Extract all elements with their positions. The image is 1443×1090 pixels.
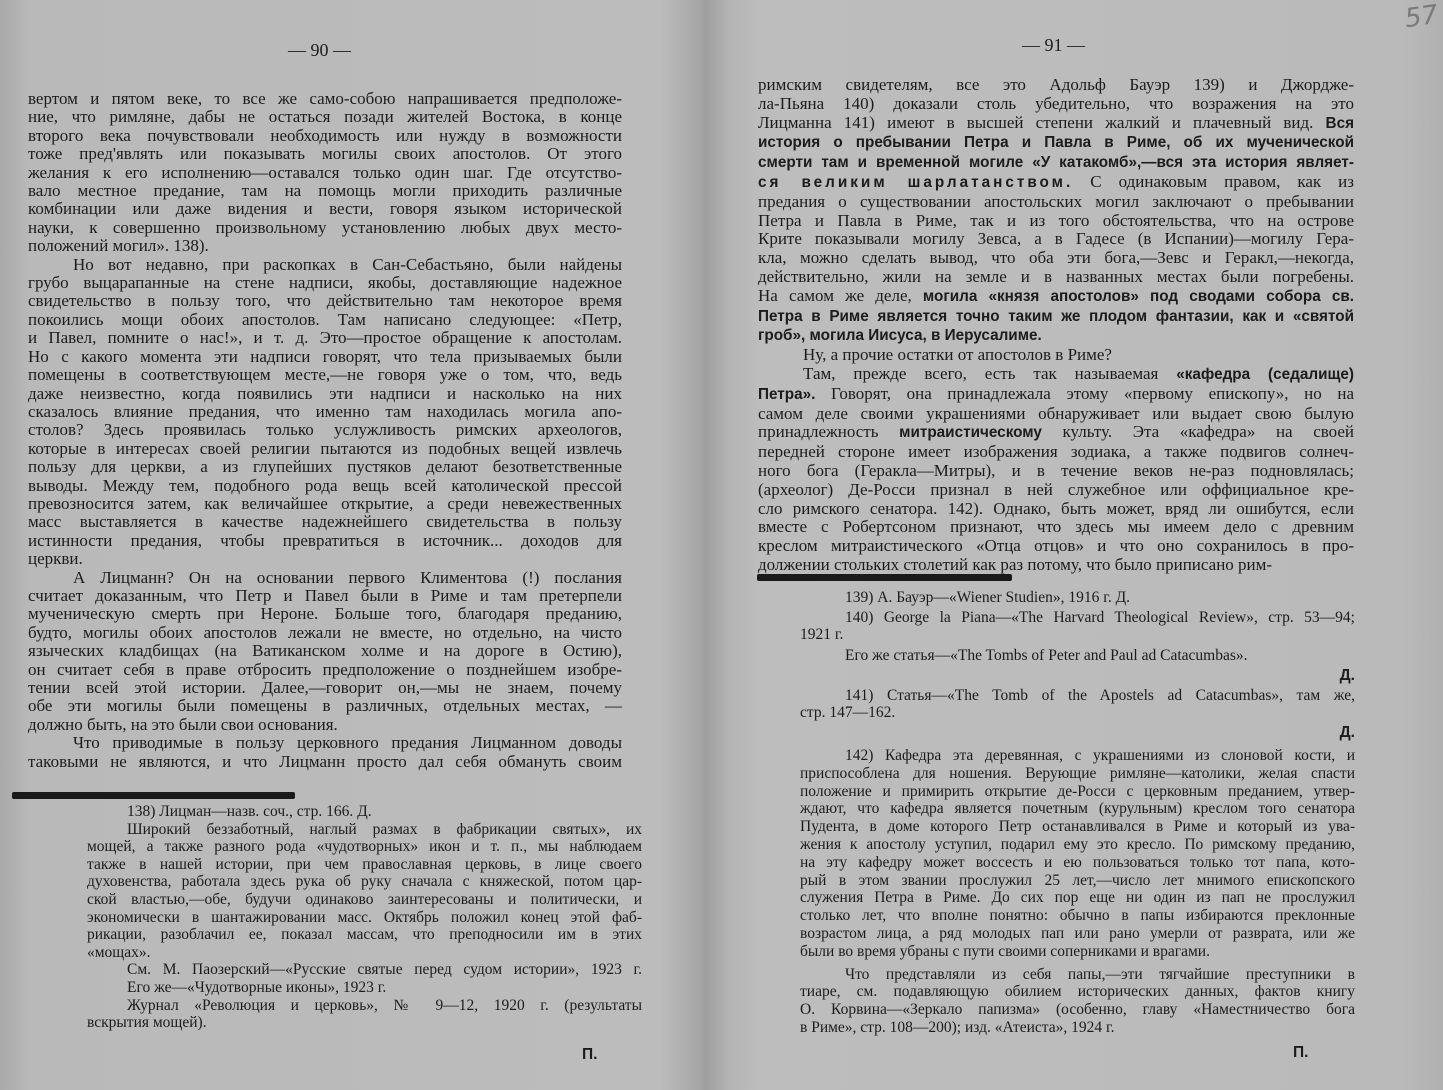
text-segment: принадлежность [758,422,900,442]
text-line: служения Петра в Риме. До сих пор еще ни один из пап не прослужил [800,889,1355,907]
text-line: действительно, жили на земле и в названных местах были погребены. [758,266,1354,286]
text-line: «мощах». [87,943,151,961]
text-line: таковыми не являются, и что Лицманн просто дал себя обмануть своим [28,751,622,771]
text-line: масс выставляется в качестве надежнейшего свидетельства в пользу [28,512,622,532]
text-segment: На самом же деле, [758,285,923,305]
bold-text-segment: «кафедра (седалище) [1176,365,1354,383]
text-line: столько лет, что вполне понятно: обычно в папы избираются преклонные [800,907,1355,925]
text-line: тиаре, см. подавляющую обилием исторических данных, фактов книгу [800,983,1355,1001]
text-line: вместе с Робертсоном признают, что здесь мы имеем дело с древним [758,517,1354,537]
paragraph [800,687,1355,721]
text-line [758,114,1354,134]
text-segment: культу. Эта «кафедра» на своей [1041,422,1354,442]
text-line: которые в интересах своей религии пытаются из подобных вещей извлечь [28,438,622,458]
text-line: Но с какого момента эти надписи говорят, что тела призываемых были [28,346,622,366]
text-line: комбинации или даже видения и вести, говоря языком исторической [28,199,622,219]
paragraph [87,979,642,997]
text-line: приспособлена для ношения. Верующие римляне—католики, желая спасти [800,764,1355,782]
text-line: второго века почувствовали необходимость или нужду в возможности [28,125,622,145]
text-line: предания о существовании апостольских могил заключают о пребывании [758,191,1354,211]
paragraph [87,961,642,979]
bold-text-segment: Петра в Риме является точно таким же плодом фантазии, как и «святой [758,307,1354,325]
text-line: ного бога (Геракла—Митры), и в течение веков не-раз подновлялась; [758,460,1354,480]
text-line: духовенства, работала здесь рука об руку сначала с княжеской, потом цар- [87,873,642,891]
text-line: самом деле своими украшениями обнаруживает или выдает свою былую [758,403,1354,423]
bold-text-segment: Вся [1325,114,1354,132]
text-line: (археолог) Де-Росси признал в ней служебное или оффициальное кре- [758,479,1354,499]
text-line: 139) А. Бауэр—«Wiener Studien», 1916 г. Д. [845,589,1131,606]
text-line: свидетельство в пользу того, что действительно там некоторое время [28,291,622,311]
text-line: возрастом лица, а ряд молодых пап или рано умерли от разврата, или же [800,924,1355,942]
text-line: См. М. Паозерский—«Русские святые перед судом истории», 1923 г. [127,961,642,979]
text-line: экономически в шантажировании масс. Октябрь положил конец этой фаб- [87,908,642,926]
text-line: должно быть, на это были свои основания. [28,714,338,734]
text-line [758,365,1354,385]
text-line: в Риме», стр. 108—200); изд. «Атеиста», 1924 г. [800,1018,1115,1036]
text-line: церкви. [28,549,83,569]
text-line: пользу для церкви, а из глупейших пустяков делают безответственные [28,457,622,477]
right-footnote-signature: П. [1293,1044,1309,1061]
text-line: жения к апостолу уступил, подарил ему это кресло. По римскому преданию, [800,835,1355,853]
text-line: 140) George la Piana—«The Harvard Theological Review», стр. 53—94; [845,609,1355,627]
text-line: Д. [1339,666,1355,684]
right-page-body [758,76,1354,575]
paragraph [800,747,1355,961]
text-line: считает доказанным, что Петр и Павел были в Риме и там претерпели [28,585,622,605]
text-line: стр. 147—162. [800,704,896,722]
text-line: вало местное предание, там на помощь могли приходить различные [28,181,622,201]
text-line: римским свидетелям, все это Адольф Бауэр 139) и Джордже- [758,75,1354,94]
paragraph [800,609,1355,643]
text-line: 138) Лицман—назв. соч., стр. 166. Д. [127,803,372,820]
text-line: передней стороне имеет изображения зодиака, а также подвигов солнеч- [758,442,1354,462]
text-line: Что представляли из себя папы,—эти тягчайшие преступники в [845,965,1355,983]
handwritten-margin-note: 57 [1403,0,1441,35]
text-line: вертом и пятом веке, то все же само-собою напрашивается предположе- [28,89,622,108]
right-page-footnotes-139-141 [800,589,1355,742]
text-line [758,385,1354,405]
text-line: он считает себя в праве отбросить предположение о позднейшем изобре- [28,659,622,679]
text-line: мощей, а также разного рода «чудотворных» икон и т. п., мы наблюдаем [87,838,642,856]
text-line: даже неизвестно, когда появились эти надписи и насколько на них [28,383,622,403]
text-segment: Лицманна 141) имеют в высшей степени жалкий и плачевный вид. [758,112,1326,132]
text-line: Ну, а прочие остатки от апостолов в Риме? [803,345,1112,365]
paragraph [28,90,622,256]
text-line: положений могил». 138). [28,236,209,256]
text-line: грубо выцарапанные на стене надписи, якобы, доставляющие надежное [28,273,622,293]
text-line: должении стольких столетий как раз потому, что было приписано рим- [758,554,1273,574]
text-line: ждают, что кафедра является почетным (курульным) креслом того сенатора [800,800,1355,818]
text-line: Пудента, в доме которого Петр останавливался в Риме и который из ува- [800,818,1355,836]
text-line [758,326,1042,346]
paragraph [28,256,622,569]
bold-text-segment: смерти там и временной могиле «У катакомб»,—вся эта история являет- [758,154,1354,172]
paragraph [28,734,622,771]
text-line: сло римского сенатора. 142). Однако, быть может, вряд ли ошибутся, если [758,498,1354,518]
text-line: помещены в соответствующем месте,—не говоря уже о том, что, ведь [28,365,622,385]
text-line: 142) Кафедра эта деревянная, с украшениями из слоновой кости, и [845,747,1355,764]
text-line [758,133,1354,153]
left-footnote-signature: П. [582,1046,598,1063]
text-line: языческих кладбищах (на Ватиканском холме и на дороге в Остию), [28,641,622,661]
text-line: сказалось влияние предания, что именно там находилась могила апо- [28,401,622,421]
paragraph [800,724,1355,741]
paragraph [758,346,1354,365]
text-line: креслом митраистического «Отца отцов» и что оно сохранилось в про- [758,536,1354,556]
text-line: А Лицманн? Он на основании первого Климентова (!) послания [73,567,622,587]
bold-text-segment: история о пребывании Петра и Павла в Риме, об их мученической [758,134,1354,152]
left-page-body [28,90,622,771]
text-line: ние, что римляне, дабы не остаться позади жителей Востока, в конце [28,107,622,127]
bold-text-segment: гроб», могила Иисуса, в Иерусалиме. [758,327,1042,345]
text-line: Что приводимые в пользу церковного предания Лицманном доводы [73,733,622,753]
text-line: рикации, разоблачил ее, показал массам, что преподносили им в этих [87,926,642,944]
left-footnote-divider [12,792,295,799]
paragraph [800,667,1355,684]
text-line [758,423,1354,443]
text-line: истинности предания, чтобы превратиться в источник... доходов для [28,530,622,550]
text-line: рый в этом звании прослужил 25 лет,—число лет мнимого епископского [800,871,1355,889]
text-line: покоились мощи обоих апостолов. Там написано следующее: «Петр, [28,309,622,329]
text-line: положение и примирить открытие де-Росси с церковным преданием, утвер- [800,782,1355,800]
text-line: превозносится затем, как величайшее открытие, а среди невежественных [28,493,622,513]
text-line: кла, можно сделать вывод, что оба эти бога,—Зевс и Геракл,—некогда, [758,248,1354,268]
text-line: Д. [1339,724,1355,742]
text-line: и Павел, помните о нас!», и т. д. Это—простое обращение к апостолам. [28,328,622,348]
paragraph [87,821,642,962]
bold-text-segment: митраистическому [899,424,1042,442]
bold-text-segment: Петра». [758,385,816,403]
text-line: Его же статья—«The Tombs of Peter and Paul ad Catacumbas». [845,646,1248,664]
text-line: Крите показывали могилу Зевса, а в Гадесе (в Испании)—могилу Гера- [758,229,1354,249]
paragraph [800,589,1355,606]
text-line: тении всей этой истории. Далее,—говорит он,—мы не знаем, почему [28,678,622,697]
text-line: желания к его исполнению—оставался только один шаг. Где отсутство- [28,162,622,182]
text-segment: С одинаковым правом, как из [1073,171,1354,191]
text-line: будто, могилы обоих апостолов лежали не вместе, но отдельно, на чисто [28,622,622,642]
text-line: ской властью,—обе, будучи одинаково заинтересованы и политически, и [87,890,642,908]
text-line: науки, к совершенно произвольному установлению любых двух место- [28,217,622,237]
text-line: на эту кафедру может воссесть и ею пользоваться только тот папа, кото- [800,853,1355,871]
paragraph [800,647,1355,664]
text-line [758,173,1354,193]
text-line: также в нашей истории, при чем православная церковь, в лице своего [87,855,642,873]
paragraph [758,76,1354,346]
text-line: 1921 г. [800,626,844,644]
text-line: Широкий беззаботный, наглый размах в фабрикации святых», их [127,820,642,838]
left-page-number: — 90 — [288,40,351,60]
spaced-bold-text-segment: ся великим шарлатанством. [758,173,1074,191]
right-page-number: — 91 — [1022,35,1085,55]
text-line: обе эти могилы были помещены в различных, отдельных местах, — [28,696,622,716]
text-line [758,153,1354,173]
text-line: выводы. Между тем, подобного рода вещь всей католической прессой [28,475,622,495]
text-line: О. Корвина—«Зеркало папизма» (особенно, главу «Наместничество бога [800,1001,1355,1019]
paragraph [800,966,1355,1037]
text-line: тоже пред'являть или показывать могилы своих апостолов. От этого [28,144,622,164]
text-segment: Там, прежде всего, есть так называемая [803,363,1177,383]
bold-text-segment: могила «князя апостолов» под сводами собора св. [922,287,1354,305]
text-line: 141) Статья—«The Tomb of the Apostels ad Catacumbas», там же, [845,687,1355,705]
paragraph [87,997,642,1032]
text-line: столов? Здесь проявилась только услужливость римских археологов, [28,420,622,440]
right-page-footnote-142 [800,747,1355,1037]
text-line: мученическую смерть при Нероне. Больше того, благодаря преданию, [28,604,622,624]
paragraph [758,365,1354,575]
text-line: Но вот недавно, при раскопках в Сан-Себастьяно, были найдены [73,254,622,274]
text-line: вскрытия мощей). [87,1014,207,1032]
text-line: были во время убраны с пути своими соперниками и врагами. [800,942,1210,960]
text-line: ла-Пьяна 140) доказали столь убедительно, что возражения на это [758,93,1354,113]
text-line: Петра и Павла в Риме, так и из того обстоятельства, что на острове [758,210,1354,230]
text-line: Журнал «Революция и церковь», № 9—12, 1920 г. (результаты [127,996,642,1014]
text-line [758,287,1354,307]
text-segment: Говорят, она принадлежала этому «первому епископу», но на [815,383,1354,403]
paragraph [28,569,622,735]
paragraph [87,803,642,821]
right-footnote-divider [757,574,1012,581]
text-line [758,307,1354,327]
text-line: Его же—«Чудотворные иконы», 1923 г. [127,978,387,996]
left-page-footnotes [87,803,642,1032]
